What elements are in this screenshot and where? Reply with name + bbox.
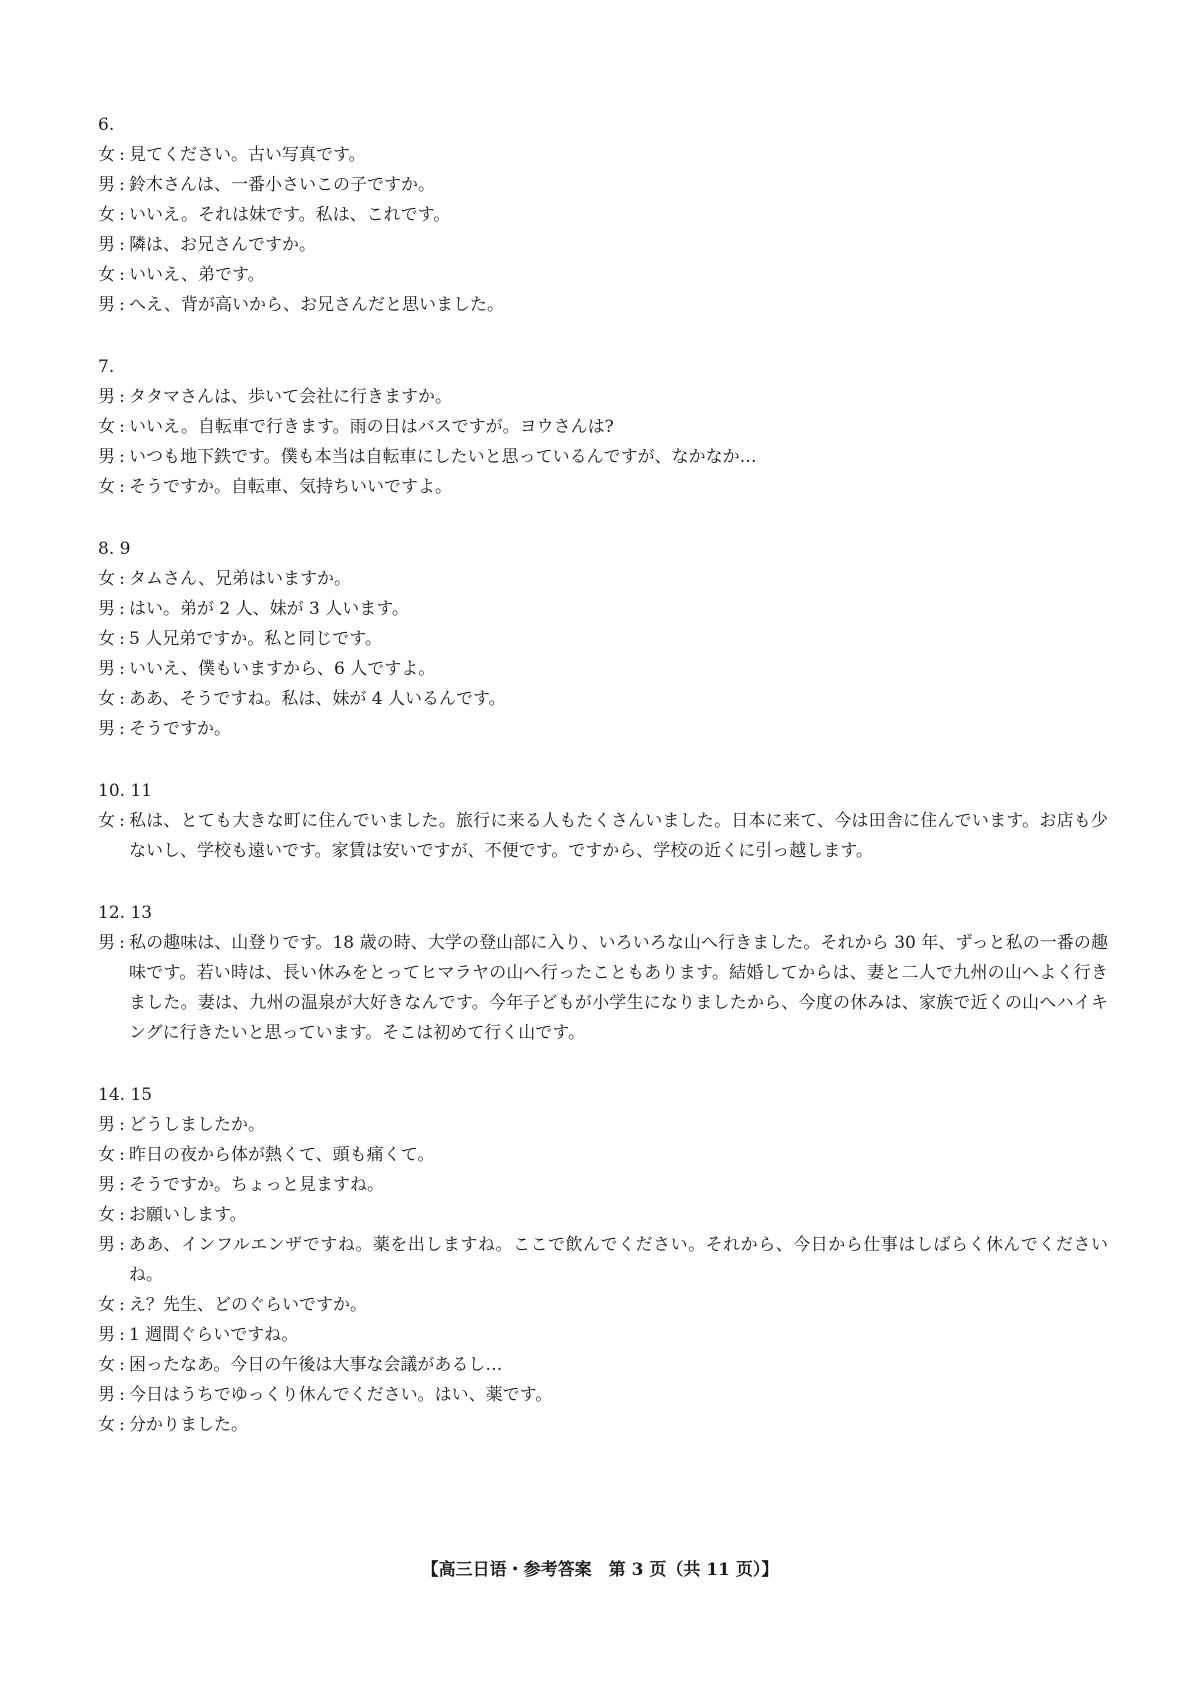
speaker-label: 男: [98, 1235, 115, 1255]
speaker-label: 男: [98, 1115, 115, 1135]
dialogue-line: [98, 1230, 1108, 1290]
dialogue-line: [98, 442, 1108, 472]
dialogue-text: いつも地下鉄です。僕も本当は自転車にしたいと思っているんですが、なかなか…: [129, 447, 757, 467]
speaker-label: 女: [98, 205, 115, 225]
transcript-sections: [98, 110, 1108, 1440]
speaker-label: 女: [98, 811, 115, 831]
speaker-separator: :: [119, 689, 125, 709]
dialogue-line: [98, 290, 1108, 320]
dialogue-text: いいえ。それは妹です。私は、これです。: [129, 205, 451, 225]
dialogue-text: いいえ、弟です。: [129, 265, 265, 285]
speaker-label: 女: [98, 477, 115, 497]
question-number: 6.: [98, 115, 115, 135]
dialogue-section: [98, 776, 1108, 866]
dialogue-text: 困ったなあ。今日の午後は大事な会議があるし…: [129, 1355, 503, 1375]
speaker-separator: :: [119, 145, 125, 165]
speaker-separator: :: [119, 1145, 125, 1165]
speaker-label: 男: [98, 659, 115, 679]
speaker-separator: :: [119, 599, 125, 619]
dialogue-line: [98, 806, 1108, 866]
dialogue-line: [98, 1290, 1108, 1320]
dialogue-text: 1 週間ぐらいですね。: [129, 1325, 299, 1345]
dialogue-line: [98, 1320, 1108, 1350]
speaker-label: 女: [98, 689, 115, 709]
dialogue-section: [98, 898, 1108, 1048]
dialogue-section: [98, 534, 1108, 744]
speaker-label: 女: [98, 417, 115, 437]
question-number: 10. 11: [98, 781, 153, 801]
dialogue-line: [98, 260, 1108, 290]
speaker-separator: :: [119, 1385, 125, 1405]
speaker-label: 女: [98, 1145, 115, 1165]
speaker-label: 男: [98, 599, 115, 619]
dialogue-line: [98, 624, 1108, 654]
dialogue-text: 隣は、お兄さんですか。: [129, 235, 316, 255]
dialogue-line: [98, 230, 1108, 260]
dialogue-line: [98, 140, 1108, 170]
speaker-separator: :: [119, 447, 125, 467]
speaker-label: 男: [98, 295, 115, 315]
dialogue-text: そうですか。: [129, 719, 231, 739]
dialogue-text: はい。弟が 2 人、妹が 3 人います。: [129, 599, 409, 619]
speaker-separator: :: [119, 265, 125, 285]
dialogue-line: [98, 594, 1108, 624]
question-number: 14. 15: [98, 1085, 153, 1105]
speaker-separator: :: [119, 569, 125, 589]
speaker-label: 女: [98, 1205, 115, 1225]
speaker-separator: :: [119, 1115, 125, 1135]
dialogue-text: お願いします。: [129, 1205, 247, 1225]
dialogue-text: え？先生、どのぐらいですか。: [129, 1295, 367, 1315]
speaker-separator: :: [119, 1325, 125, 1345]
dialogue-text: 昨日の夜から体が熱くて、頭も痛くて。: [129, 1145, 435, 1165]
speaker-separator: :: [119, 1205, 125, 1225]
speaker-separator: :: [119, 295, 125, 315]
dialogue-line: [98, 684, 1108, 714]
dialogue-line: [98, 1380, 1108, 1410]
dialogue-line: [98, 382, 1108, 412]
speaker-label: 女: [98, 1295, 115, 1315]
dialogue-text: 分かりました。: [129, 1415, 248, 1435]
dialogue-line: [98, 412, 1108, 442]
speaker-label: 男: [98, 1385, 115, 1405]
speaker-separator: :: [119, 659, 125, 679]
dialogue-text: 今日はうちでゆっくり休んでください。はい、薬です。: [129, 1385, 553, 1405]
dialogue-line: [98, 928, 1108, 1048]
speaker-label: 女: [98, 569, 115, 589]
speaker-label: 女: [98, 265, 115, 285]
speaker-separator: :: [119, 719, 125, 739]
speaker-separator: :: [119, 629, 125, 649]
dialogue-line: [98, 1110, 1108, 1140]
dialogue-line: [98, 1170, 1108, 1200]
speaker-separator: :: [119, 1175, 125, 1195]
speaker-label: 男: [98, 933, 115, 953]
speaker-label: 女: [98, 1355, 115, 1375]
dialogue-text: どうしましたか。: [129, 1115, 265, 1135]
speaker-separator: :: [119, 387, 125, 407]
dialogue-line: [98, 170, 1108, 200]
question-number: 7.: [98, 357, 115, 377]
dialogue-line: [98, 1410, 1108, 1440]
dialogue-line: [98, 472, 1108, 502]
dialogue-line: [98, 654, 1108, 684]
dialogue-line: [98, 564, 1108, 594]
speaker-separator: :: [119, 1295, 125, 1315]
speaker-separator: :: [119, 1355, 125, 1375]
transcript-page: [98, 110, 1108, 1472]
dialogue-text: そうですか。ちょっと見ますね。: [129, 1175, 384, 1195]
speaker-label: 女: [98, 1415, 115, 1435]
dialogue-text: 見てください。古い写真です。: [129, 145, 366, 165]
dialogue-line: [98, 1350, 1108, 1380]
dialogue-text: 鈴木さんは、一番小さいこの子ですか。: [129, 175, 435, 195]
dialogue-text: 5 人兄弟ですか。私と同じです。: [129, 629, 382, 649]
dialogue-text: 私は、とても大きな町に住んでいました。旅行に来る人もたくさんいました。日本に来て、今は田舎に住んでいます。お店も少ないし、学校も遠いです。家賃は安いですが、不便です。ですから、学校の近くに引っ越します。: [129, 811, 1108, 861]
dialogue-section: [98, 352, 1108, 502]
dialogue-line: [98, 200, 1108, 230]
speaker-label: 女: [98, 145, 115, 165]
dialogue-line: [98, 1140, 1108, 1170]
speaker-label: 男: [98, 1325, 115, 1345]
dialogue-text: 私の趣味は、山登りです。18 歳の時、大学の登山部に入り、いろいろな山へ行きました。それから 30 年、ずっと私の一番の趣味です。若い時は、長い休みをとってヒマラヤの山へ行ったこともあります。結婚してからは、妻と二人で九州の山へよく行きました。妻は、九州の温泉が大好きなんです。今年子どもが小学生になりましたから、今度の休みは、家族で近くの山へハイキングに行きたいと思っています。そこは初めて行く山です。: [129, 933, 1108, 1043]
speaker-separator: :: [119, 1415, 125, 1435]
speaker-label: 女: [98, 629, 115, 649]
speaker-separator: :: [119, 235, 125, 255]
dialogue-text: タムさん、兄弟はいますか。: [129, 569, 352, 589]
dialogue-section: [98, 110, 1108, 320]
speaker-separator: :: [119, 477, 125, 497]
question-number: 8. 9: [98, 539, 131, 559]
speaker-label: 男: [98, 387, 115, 407]
speaker-separator: :: [119, 417, 125, 437]
dialogue-text: ああ、そうですね。私は、妹が 4 人いるんです。: [129, 689, 506, 709]
dialogue-text: そうですか。自転車、気持ちいいですよ。: [129, 477, 452, 497]
dialogue-line: [98, 1200, 1108, 1230]
dialogue-text: へえ、背が高いから、お兄さんだと思いました。: [129, 295, 505, 315]
speaker-separator: :: [119, 811, 125, 831]
speaker-separator: :: [119, 175, 125, 195]
dialogue-text: タタマさんは、歩いて会社に行きますか。: [129, 387, 452, 407]
speaker-label: 男: [98, 1175, 115, 1195]
speaker-label: 男: [98, 175, 115, 195]
speaker-label: 男: [98, 235, 115, 255]
question-number: 12. 13: [98, 903, 153, 923]
dialogue-line: [98, 714, 1108, 744]
speaker-separator: :: [119, 1235, 125, 1255]
speaker-separator: :: [119, 205, 125, 225]
page-footer: 【高三日语・参考答案 第 3 页（共 11 页）】: [421, 1560, 779, 1580]
dialogue-text: いいえ、僕もいますから、6 人ですよ。: [129, 659, 436, 679]
dialogue-text: いいえ。自転車で行きます。雨の日はバスですが。ヨウさんは?: [129, 417, 614, 437]
speaker-label: 男: [98, 447, 115, 467]
dialogue-text: ああ、インフルエンザですね。薬を出しますね。ここで飲んでください。それから、今日から仕事はしばらく休んでくださいね。: [129, 1235, 1108, 1285]
dialogue-section: [98, 1080, 1108, 1440]
speaker-label: 男: [98, 719, 115, 739]
speaker-separator: :: [119, 933, 125, 953]
